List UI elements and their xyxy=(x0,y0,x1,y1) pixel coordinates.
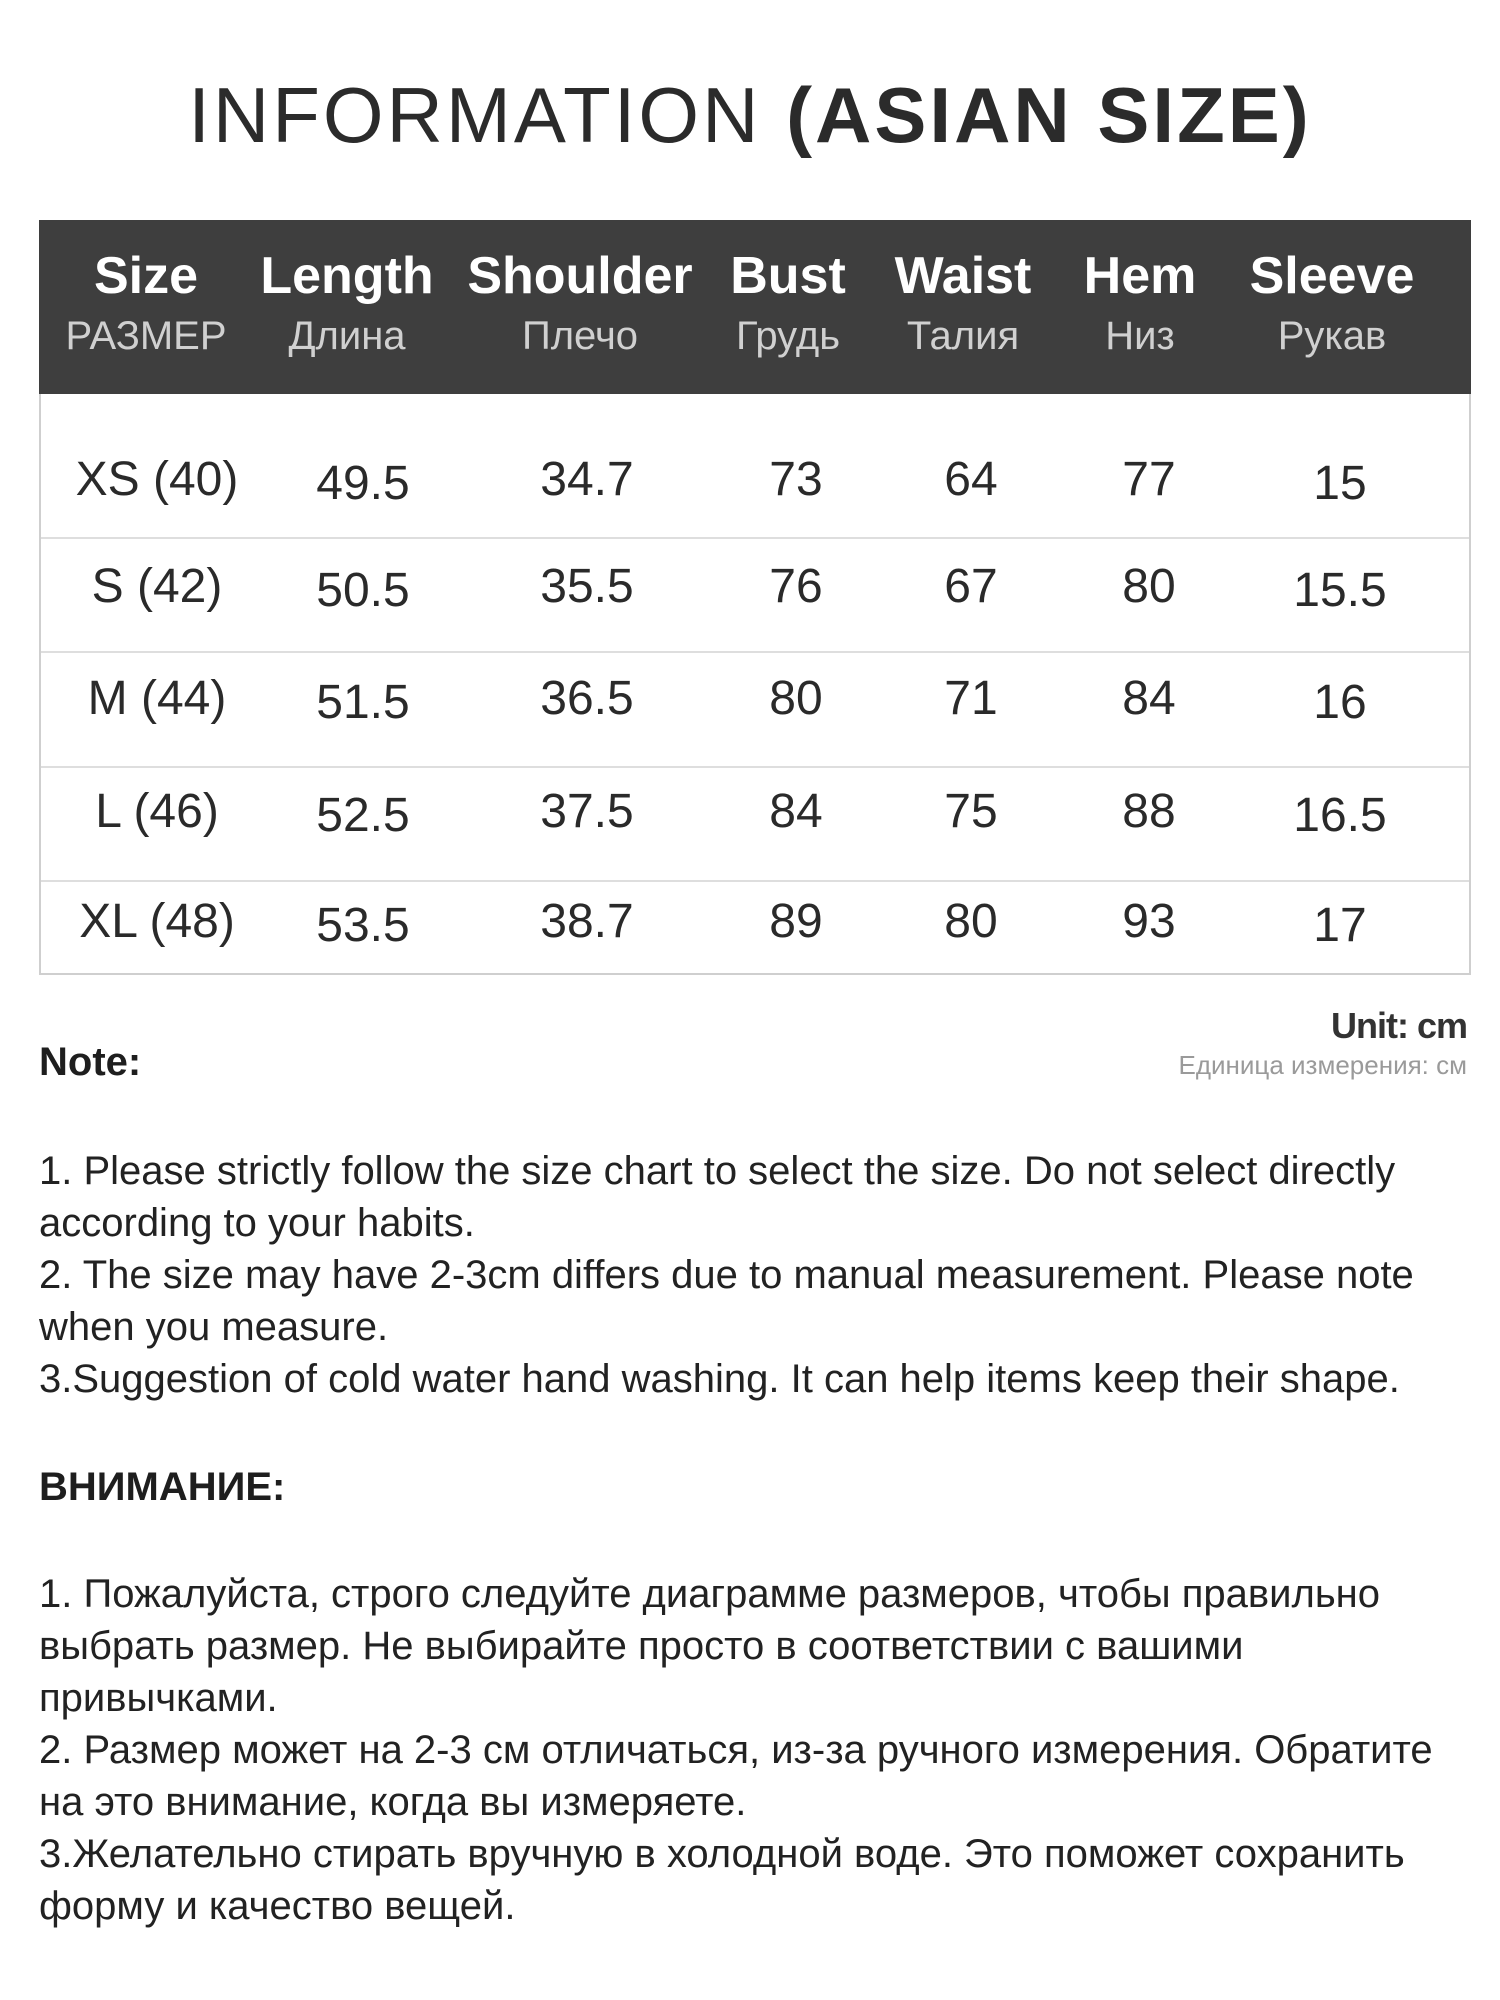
header-length xyxy=(260,220,433,394)
table-cell-length: 49.5 xyxy=(316,457,410,510)
header-sleeve xyxy=(1250,220,1415,394)
warning-list xyxy=(39,1568,1469,1932)
table-cell-hem: 93 xyxy=(1122,895,1176,948)
table-cell-size: M (44) xyxy=(87,672,227,725)
unit-label: Unit: cm xyxy=(1331,1005,1467,1046)
header-size xyxy=(65,220,226,394)
table-cell-hem: 88 xyxy=(1122,785,1176,838)
table-cell-length: 51.5 xyxy=(316,676,410,729)
table-cell-bust: 73 xyxy=(769,453,823,506)
unit-label-ru: Единица измерения: см xyxy=(1178,1050,1467,1080)
table-row xyxy=(41,653,1469,768)
header-hem xyxy=(1084,220,1197,394)
header-label-en: Size xyxy=(93,247,199,305)
header-shoulder xyxy=(467,220,692,394)
table-cell-shoulder: 37.5 xyxy=(540,785,634,838)
table-cell-shoulder: 34.7 xyxy=(540,453,634,506)
note-list xyxy=(39,1145,1469,1405)
header-label-en: Bust xyxy=(730,247,846,305)
size-table xyxy=(39,220,1471,975)
warning-heading: ВНИМАНИЕ: xyxy=(39,1465,286,1509)
table-cell-bust: 80 xyxy=(769,672,823,725)
header-label-en: Hem xyxy=(1083,247,1197,305)
warning-item: 2. Размер может на 2-3 см отличаться, из-за ручного измерения. Обратите на это внимание, когда вы измеряете. xyxy=(39,1728,1433,1824)
header-label-ru: Грудь xyxy=(735,314,841,358)
header-label-ru: Низ xyxy=(1105,314,1175,358)
warning-item: 1. Пожалуйста, строго следуйте диаграмме размеров, чтобы правильно выбрать размер. Не выбирайте просто в соответствии с вашими привычками. xyxy=(39,1572,1381,1720)
page-title xyxy=(0,70,1500,161)
table-cell-shoulder: 36.5 xyxy=(540,672,634,725)
table-cell-bust: 84 xyxy=(769,785,823,838)
header-waist xyxy=(895,220,1032,394)
table-row xyxy=(41,394,1469,539)
header-label-en: Waist xyxy=(894,247,1032,305)
table-row xyxy=(41,882,1469,973)
table-cell-size: S (42) xyxy=(91,560,223,613)
table-cell-hem: 80 xyxy=(1122,560,1176,613)
table-cell-waist: 71 xyxy=(944,672,998,725)
table-cell-sleeve: 15.5 xyxy=(1293,564,1387,617)
warning-item: 3.Желательно стирать вручную в холодной воде. Это поможет сохранить форму и качество вещей. xyxy=(39,1832,1405,1928)
note-heading: Note: xyxy=(39,1040,142,1084)
header-label-en: Shoulder xyxy=(467,247,693,305)
table-cell-sleeve: 17 xyxy=(1313,899,1367,952)
table-cell-size: XS (40) xyxy=(75,453,239,506)
note-item: 1. Please strictly follow the size chart to select the size. Do not select directly according to your habits. xyxy=(39,1149,1396,1245)
table-cell-bust: 89 xyxy=(769,895,823,948)
table-cell-length: 50.5 xyxy=(316,564,410,617)
table-row xyxy=(41,539,1469,653)
page-title-light: INFORMATION xyxy=(188,71,787,159)
table-cell-hem: 77 xyxy=(1122,453,1176,506)
table-cell-size: L (46) xyxy=(95,785,219,838)
header-label-ru: Рукав xyxy=(1277,314,1387,358)
header-label-ru: Длина xyxy=(288,314,406,358)
table-cell-length: 53.5 xyxy=(316,899,410,952)
table-cell-sleeve: 16 xyxy=(1313,676,1367,729)
table-cell-waist: 67 xyxy=(944,560,998,613)
note-item: 2. The size may have 2-3cm differs due to manual measurement. Please note when you measure. xyxy=(39,1253,1414,1349)
header-label-ru: РАЗМЕР xyxy=(65,314,227,358)
table-cell-length: 52.5 xyxy=(316,789,410,842)
header-label-ru: Талия xyxy=(906,314,1020,358)
header-label-en: Length xyxy=(260,247,434,305)
table-cell-waist: 75 xyxy=(944,785,998,838)
table-cell-bust: 76 xyxy=(769,560,823,613)
table-cell-size: XL (48) xyxy=(79,895,235,948)
header-label-en: Sleeve xyxy=(1249,247,1415,305)
table-cell-shoulder: 35.5 xyxy=(540,560,634,613)
table-row xyxy=(41,768,1469,882)
table-cell-waist: 64 xyxy=(944,453,998,506)
table-cell-shoulder: 38.7 xyxy=(540,895,634,948)
header-bust xyxy=(730,220,846,394)
note-item: 3.Suggestion of cold water hand washing. It can help items keep their shape. xyxy=(39,1357,1400,1401)
table-cell-hem: 84 xyxy=(1122,672,1176,725)
page-title-bold: (ASIAN SIZE) xyxy=(786,71,1312,159)
header-label-ru: Плечо xyxy=(521,314,639,358)
table-cell-sleeve: 16.5 xyxy=(1293,789,1387,842)
table-cell-waist: 80 xyxy=(944,895,998,948)
table-cell-sleeve: 15 xyxy=(1313,457,1367,510)
table-header xyxy=(39,220,1471,394)
